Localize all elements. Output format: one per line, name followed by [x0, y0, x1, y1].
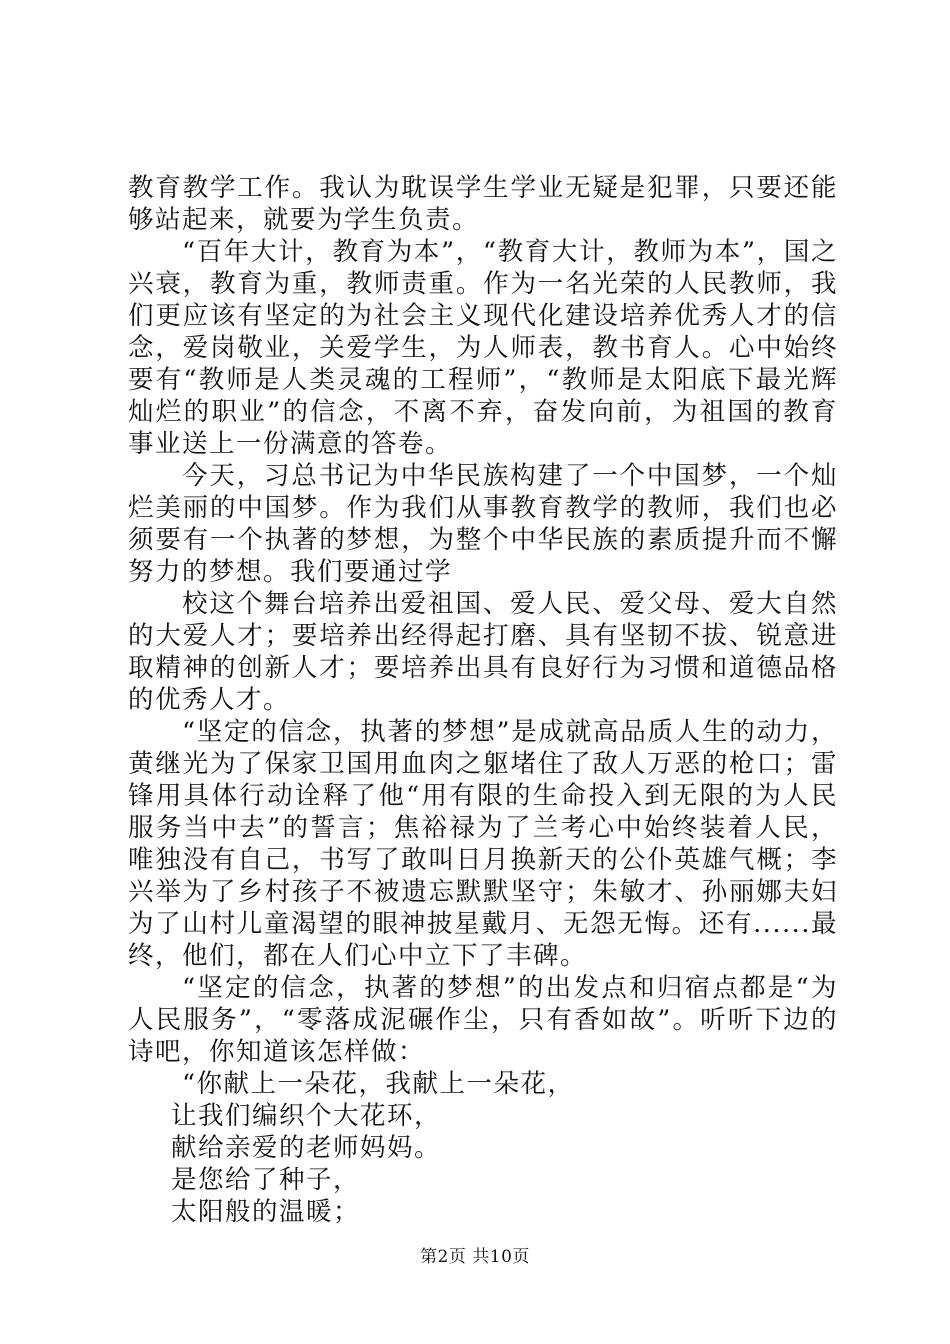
paragraph-education-motto: “百年大计，教育为本”，“教育大计，教师为本”，国之兴衰，教育为重，教师责重。作为一名光荣的人民教师，我们更应该有坚定的为社会主义现代化建设培养优秀人才的信念，爱岗敬业，关爱学生，为人师表，教书育人。心中始终要有“教师是人类灵魂的工程师”，“教师是太阳底下最光辉灿烂的职业”的信念，不离不弃，奋发向前，为祖国的教育事业送上一份满意的答卷。 — [128, 237, 838, 459]
poem-line: 太阳般的温暖； — [171, 1197, 361, 1227]
document-body — [128, 172, 838, 1228]
paragraph-role-models: “坚定的信念，执著的梦想”是成就高品质人生的动力，黄继光为了保家卫国用血肉之躯堵住了敌人万恶的枪口；雷锋用具体行动诠释了他“用有限的生命投入到无限的为人民服务当中去”的誓言；焦裕禄为了兰考心中始终装着人民，唯独没有自己，书写了敢叫日月换新天的公仆英雄气概；李兴举为了乡村孩子不被遗忘默默坚守；朱敏才、孙丽娜夫妇为了山村儿童渴望的眼神披星戴月、无怨无悔。还有......最终，他们，都在人们心中立下了丰碑。 — [128, 717, 838, 971]
page-number-footer: 第2页 共10页 — [420, 1247, 530, 1267]
poem-line: 是您给了种子， — [171, 1165, 361, 1195]
paragraph-continuation: 教育教学工作。我认为耽误学生学业无疑是犯罪，只要还能够站起来，就要为学生负责。 — [128, 173, 838, 235]
poem — [128, 1068, 838, 1228]
paragraph-chinese-dream: 今天，习总书记为中华民族构建了一个中国梦，一个灿烂美丽的中国梦。作为我们从事教育教学的教师，我们也必须要有一个执著的梦想，为整个中华民族的素质提升而不懈努力的梦想。我们要通过学 — [128, 461, 838, 587]
poem-line: 献给亲爱的老师妈妈。 — [171, 1133, 442, 1163]
poem-line: “你献上一朵花，我献上一朵花， — [182, 1069, 575, 1099]
paragraph-serve-people: “坚定的信念，执著的梦想”的出发点和归宿点都是“为人民服务”，“零落成泥碾作尘，只有香如故”。听听下边的诗吧，你知道该怎样做： — [128, 973, 838, 1067]
poem-line: 让我们编织个大花环， — [171, 1101, 442, 1131]
paragraph-school-stage: 校这个舞台培养出爱祖国、爱人民、爱父母、爱大自然的大爱人才；要培养出经得起打磨、具有坚韧不拔、锐意进取精神的创新人才；要培养出具有良好行为习惯和道德品格的优秀人才。 — [128, 589, 838, 715]
